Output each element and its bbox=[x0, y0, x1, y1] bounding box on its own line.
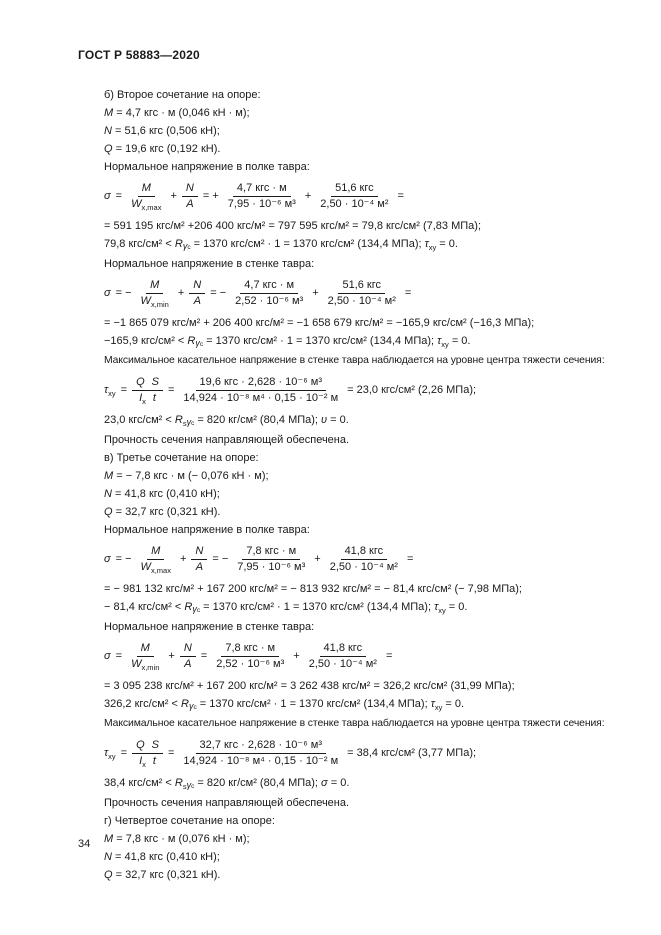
plus-sign: + bbox=[304, 190, 312, 202]
flange-stress-label-b: Нормальное напряжение в полке тавра: bbox=[104, 161, 310, 173]
fraction-numerator: 4,7 кгс · м bbox=[233, 182, 291, 197]
area-symbol: A bbox=[186, 197, 194, 210]
formula-web-b bbox=[104, 277, 625, 309]
shear-symbol: Q bbox=[104, 143, 113, 155]
fraction-numerator bbox=[191, 545, 207, 560]
shear-symbol: Q bbox=[104, 869, 113, 881]
inertia-subscript: x bbox=[142, 759, 146, 769]
fraction-axial-area bbox=[191, 545, 207, 574]
fraction-denominator bbox=[127, 197, 165, 211]
equals-sign: = bbox=[120, 747, 128, 759]
fraction-numeric-1 bbox=[231, 279, 307, 308]
sigma-symbol: σ bbox=[104, 190, 111, 202]
gamma-symbol: γ bbox=[182, 241, 188, 251]
axial-line-b bbox=[104, 122, 625, 140]
check-line-web-v bbox=[104, 695, 625, 715]
fraction-denominator: 2,52 · 10⁻⁶ м³ bbox=[235, 294, 304, 307]
section-modulus-symbol: W bbox=[131, 657, 142, 670]
shear-line-g bbox=[104, 866, 625, 884]
resistance-symbol: R bbox=[174, 238, 183, 250]
section-modulus-symbol: W bbox=[131, 197, 142, 210]
area-symbol: A bbox=[195, 560, 204, 573]
fraction-numerator: 19,6 кгс · 2,628 · 10⁻⁶ м³ bbox=[196, 376, 326, 391]
fraction-numerator: 32,7 кгс · 2,628 · 10⁻⁶ м³ bbox=[196, 739, 326, 754]
axial-symbol: N bbox=[104, 488, 112, 500]
plus-sign: + bbox=[312, 287, 319, 299]
check-end: = 0. bbox=[442, 698, 465, 710]
fraction-denominator: 2,50 · 10⁻⁴ м² bbox=[320, 197, 389, 210]
resistance-symbol: R bbox=[174, 777, 183, 789]
gamma-subscript: c bbox=[191, 420, 195, 427]
tau-symbol: τ bbox=[437, 335, 442, 347]
fraction-moment-modulus bbox=[137, 545, 175, 574]
formula-result: = 38,4 кгс/см² (3,77 МПа); bbox=[347, 747, 477, 759]
fraction-numerator: 7,8 кгс · м bbox=[221, 642, 279, 657]
section-modulus-symbol: W bbox=[140, 560, 151, 573]
tau-subscript: xy bbox=[108, 389, 116, 399]
area-symbol: A bbox=[193, 294, 201, 307]
check-end: = 0. bbox=[445, 601, 468, 613]
strength-line-v: Прочность сечения направляющей обеспечена. bbox=[104, 797, 350, 809]
moment-symbol: M bbox=[151, 544, 161, 557]
gamma-subscript: c bbox=[187, 244, 191, 251]
gamma-symbol: γ bbox=[195, 338, 200, 348]
equals-sign: = bbox=[397, 190, 404, 202]
fraction-numerator: 41,8 кгс bbox=[341, 545, 388, 560]
fraction-numerator bbox=[137, 642, 154, 657]
fraction-numerator bbox=[182, 182, 198, 197]
axial-line-g bbox=[104, 848, 625, 866]
fraction-moment-modulus bbox=[127, 182, 165, 211]
fraction-axial-area bbox=[180, 642, 196, 671]
tau-subscript: xy bbox=[438, 606, 446, 616]
plus-sign: + bbox=[170, 190, 177, 202]
resistance-subscript: s bbox=[182, 782, 187, 792]
equals-minus-sign: = − bbox=[115, 553, 132, 565]
inertia-symbol: I bbox=[139, 754, 143, 767]
result-line-flange-b: = 591 195 кгс/м² +206 400 кгс/м² = 797 595 кгс/м² = 79,8 кгс/см² (7,83 МПа); bbox=[104, 220, 482, 232]
inertia-subscript: x bbox=[142, 396, 146, 406]
section-modulus-symbol: W bbox=[140, 294, 151, 307]
resistance-symbol: R bbox=[174, 414, 183, 426]
tau-subscript: xy bbox=[108, 752, 116, 762]
gamma-subscript: c bbox=[196, 607, 201, 614]
check-post: = 1370 кгс/см² · 1 = 1370 кгс/см² (134,4 МПа); bbox=[200, 601, 435, 613]
equals-sign: = bbox=[200, 650, 208, 662]
fraction-denominator bbox=[135, 754, 160, 768]
formula-result: = 23,0 кгс/см² (2,26 МПа); bbox=[347, 384, 477, 396]
formula-shear-b bbox=[104, 374, 625, 406]
fraction-numeric-1 bbox=[212, 642, 288, 671]
document-body bbox=[104, 86, 625, 884]
tau-symbol: τ bbox=[430, 698, 435, 710]
fraction-numeric bbox=[179, 739, 342, 768]
resistance-symbol: R bbox=[180, 698, 189, 710]
equals-sign: = bbox=[167, 384, 175, 396]
check-end: = 0. bbox=[327, 777, 350, 789]
fraction-denominator: 2,52 · 10⁻⁶ м³ bbox=[216, 657, 285, 670]
equals-sign: = bbox=[120, 384, 128, 396]
shear-symbol: Q bbox=[136, 738, 145, 751]
plus-sign: + bbox=[179, 553, 187, 565]
strength-line-b: Прочность сечения направляющей обеспечена. bbox=[104, 434, 350, 446]
check-end: = 0. bbox=[448, 335, 471, 347]
moment-line-b bbox=[104, 104, 625, 122]
page-number: 34 bbox=[78, 838, 91, 850]
resistance-symbol: R bbox=[184, 601, 193, 613]
fraction-numeric-2 bbox=[324, 279, 400, 308]
fraction-denominator: 7,95 · 10⁻⁶ м³ bbox=[227, 197, 296, 210]
fraction-numerator bbox=[147, 545, 164, 560]
equals-sign: = + bbox=[202, 190, 219, 202]
check-post: = 820 кг/см² (80,4 МПа); bbox=[194, 777, 322, 789]
fraction-denominator bbox=[182, 197, 197, 211]
resistance-subscript: s bbox=[182, 419, 187, 429]
section-b-heading: б) Второе сочетание на опоре: bbox=[104, 89, 261, 101]
fraction-numerator bbox=[132, 739, 163, 754]
fraction-numeric-1 bbox=[233, 545, 309, 574]
check-end: = 0. bbox=[436, 238, 458, 250]
fraction-numerator bbox=[180, 642, 196, 657]
fraction-denominator: 2,50 · 10⁻⁴ м² bbox=[327, 294, 396, 307]
resistance-symbol: R bbox=[187, 335, 196, 347]
check-line-shear-v bbox=[104, 774, 625, 794]
flange-stress-label-v: Нормальное напряжение в полке тавра: bbox=[104, 524, 310, 536]
equals-sign: = bbox=[404, 287, 412, 299]
fraction-denominator bbox=[127, 657, 163, 671]
check-pre: 23,0 кгс/см² < bbox=[104, 414, 175, 426]
fraction-QS-It bbox=[132, 376, 163, 405]
fraction-denominator: 14,924 · 10⁻⁸ м⁴ · 0,15 · 10⁻² м bbox=[183, 391, 339, 404]
tau-lhs bbox=[104, 747, 116, 762]
check-pre: 79,8 кгс/см² < bbox=[104, 238, 175, 250]
fraction-moment-modulus bbox=[137, 279, 173, 308]
equals-sign: = bbox=[167, 747, 175, 759]
check-post: = 1370 кгс/см² · 1 = 1370 кгс/см² (134,4 МПа); bbox=[203, 335, 438, 347]
check-post: = 820 кг/см² (80,4 МПа); bbox=[194, 414, 322, 426]
fraction-axial-area bbox=[182, 182, 198, 211]
fraction-moment-modulus bbox=[127, 642, 163, 671]
sigma-symbol: σ bbox=[321, 777, 328, 789]
fraction-denominator bbox=[137, 560, 175, 574]
formula-flange-b bbox=[104, 180, 625, 212]
axial-value: = 41,8 кгс (0,410 кН); bbox=[111, 488, 220, 500]
check-line-flange-v bbox=[104, 598, 625, 618]
equals-minus-sign: = − bbox=[115, 287, 132, 299]
area-symbol: A bbox=[184, 657, 192, 670]
fraction-numeric-1 bbox=[224, 182, 300, 211]
inertia-symbol: I bbox=[139, 391, 143, 404]
fraction-axial-area bbox=[189, 279, 205, 308]
moment-symbol: M bbox=[104, 470, 114, 482]
fraction-denominator: 7,95 · 10⁻⁶ м³ bbox=[237, 560, 306, 573]
fraction-numeric-2 bbox=[305, 642, 381, 671]
plus-sign: + bbox=[314, 553, 321, 565]
moment-symbol: M bbox=[140, 641, 150, 654]
fraction-denominator bbox=[192, 560, 207, 574]
axial-symbol: N bbox=[104, 125, 112, 137]
shear-value: = 32,7 кгс (0,321 кН). bbox=[112, 869, 221, 881]
sigma-symbol: σ bbox=[104, 287, 111, 299]
equals-sign: = bbox=[406, 553, 414, 565]
shear-value: = 32,7 кгс (0,321 кН). bbox=[112, 506, 221, 518]
thickness-symbol: t bbox=[152, 754, 156, 767]
gamma-subscript: c bbox=[193, 704, 197, 711]
check-post: = 1370 кгс/см² · 1 = 1370 кгс/см² (134,4 МПа); bbox=[196, 698, 431, 710]
shear-symbol: Q bbox=[136, 375, 145, 388]
gamma-symbol: γ bbox=[186, 417, 192, 427]
tau-lhs bbox=[104, 384, 116, 399]
fraction-numerator: 51,6 кгс bbox=[338, 279, 385, 294]
tau-subscript: xy bbox=[434, 703, 443, 713]
formula-flange-v bbox=[104, 543, 625, 575]
static-moment-symbol: S bbox=[151, 738, 159, 751]
shear-stress-label-v: Максимальное касательное напряжение в стенке тавра наблюдается на уровне центра тяжести сечения: bbox=[104, 718, 605, 729]
equals-sign: = bbox=[115, 650, 123, 662]
check-line-shear-b bbox=[104, 411, 625, 431]
check-line-flange-b bbox=[104, 235, 625, 255]
fraction-QS-It bbox=[132, 739, 163, 768]
equals-minus-sign: = − bbox=[210, 287, 227, 299]
modulus-subscript: x,min bbox=[141, 662, 160, 672]
moment-line-v bbox=[104, 467, 625, 485]
gamma-subscript: c bbox=[191, 783, 195, 790]
moment-value: = 4,7 кгс · м (0,046 кН · м); bbox=[113, 107, 250, 119]
tau-subscript: xy bbox=[428, 243, 437, 253]
axial-symbol: N bbox=[195, 544, 204, 557]
modulus-subscript: x,min bbox=[150, 299, 169, 309]
fraction-denominator bbox=[137, 294, 173, 308]
shear-value: = 19,6 кгс (0,192 кН). bbox=[112, 143, 221, 155]
check-end: = 0. bbox=[327, 414, 349, 426]
moment-symbol: M bbox=[104, 833, 114, 845]
axial-symbol: N bbox=[185, 181, 194, 194]
upsilon-symbol: υ bbox=[321, 414, 328, 426]
section-v-heading: в) Третье сочетание на опоре: bbox=[104, 452, 259, 464]
formula-web-v bbox=[104, 640, 625, 672]
tau-subscript: xy bbox=[441, 340, 449, 350]
result-line-flange-v: = − 981 132 кгс/м² + 167 200 кгс/м² = − 813 932 кгс/м² = − 81,4 кгс/см² (− 7,98 МПа); bbox=[104, 583, 522, 595]
check-pre: − 81,4 кгс/см² < bbox=[104, 601, 185, 613]
moment-symbol: M bbox=[104, 107, 114, 119]
static-moment-symbol: S bbox=[151, 375, 159, 388]
check-pre: 38,4 кгс/см² < bbox=[104, 777, 175, 789]
plus-sign: + bbox=[168, 650, 175, 662]
fraction-numerator bbox=[189, 279, 205, 294]
shear-stress-label-b: Максимальное касательное напряжение в стенке тавра наблюдается на уровне центра тяжести сечения: bbox=[104, 355, 605, 366]
formula-shear-v bbox=[104, 737, 625, 769]
fraction-numerator: 51,6 кгс bbox=[331, 182, 378, 197]
fraction-numerator: 7,8 кгс · м bbox=[242, 545, 300, 560]
fraction-numerator: 4,7 кгс · м bbox=[240, 279, 298, 294]
shear-symbol: Q bbox=[104, 506, 113, 518]
moment-line-g bbox=[104, 830, 625, 848]
gamma-symbol: γ bbox=[188, 701, 194, 711]
sigma-symbol: σ bbox=[104, 650, 111, 662]
section-g-heading: г) Четвертое сочетание на опоре: bbox=[104, 815, 275, 827]
fraction-numerator bbox=[138, 182, 155, 197]
check-post: = 1370 кгс/см² · 1 = 1370 кгс/см² (134,4 МПа); bbox=[190, 238, 425, 250]
web-stress-label-b: Нормальное напряжение в стенке тавра: bbox=[104, 258, 315, 270]
plus-sign: + bbox=[177, 287, 185, 299]
axial-symbol: N bbox=[104, 851, 112, 863]
thickness-symbol: t bbox=[152, 391, 156, 404]
fraction-denominator bbox=[180, 657, 195, 671]
fraction-numerator bbox=[146, 279, 163, 294]
fraction-denominator: 14,924 · 10⁻⁸ м⁴ · 0,15 · 10⁻² м bbox=[183, 754, 339, 767]
tau-symbol: τ bbox=[104, 384, 109, 396]
tau-symbol: τ bbox=[104, 747, 109, 759]
axial-symbol: N bbox=[193, 278, 202, 291]
fraction-numeric bbox=[179, 376, 342, 405]
result-line-web-v: = 3 095 238 кгс/м² + 167 200 кгс/м² = 3 262 438 кгс/м² = 326,2 кгс/см² (31,99 МПа); bbox=[104, 680, 515, 692]
fraction-numeric-2 bbox=[326, 545, 402, 574]
fraction-numerator bbox=[132, 376, 163, 391]
fraction-numerator: 41,8 кгс bbox=[320, 642, 367, 657]
result-line-web-b: = −1 865 079 кгс/м² + 206 400 кгс/м² = −1 658 679 кгс/м² = −165,9 кгс/см² (−16,3 МПа); bbox=[104, 317, 535, 329]
moment-value: = 7,8 кгс · м (0,076 кН · м); bbox=[113, 833, 250, 845]
modulus-subscript: x,max bbox=[141, 202, 162, 212]
fraction-denominator: 2,50 · 10⁻⁴ м² bbox=[329, 560, 398, 573]
gamma-subscript: c bbox=[199, 341, 204, 348]
check-pre: −165,9 кгс/см² < bbox=[104, 335, 188, 347]
shear-line-b bbox=[104, 140, 625, 158]
equals-sign: = bbox=[115, 190, 123, 202]
axial-value: = 51,6 кгс (0,506 кН); bbox=[111, 125, 220, 137]
moment-value: = − 7,8 кгс · м (− 0,076 кН · м); bbox=[113, 470, 269, 482]
axial-value: = 41,8 кгс (0,410 кН); bbox=[111, 851, 220, 863]
fraction-denominator bbox=[135, 391, 160, 405]
fraction-denominator bbox=[190, 294, 205, 308]
equals-sign: = bbox=[385, 650, 393, 662]
gamma-symbol: γ bbox=[186, 780, 192, 790]
equals-minus-sign: = − bbox=[212, 553, 229, 565]
moment-symbol: M bbox=[141, 181, 151, 194]
check-line-web-b bbox=[104, 332, 625, 352]
fraction-denominator: 2,50 · 10⁻⁴ м² bbox=[308, 657, 377, 670]
axial-line-v bbox=[104, 485, 625, 503]
sigma-symbol: σ bbox=[104, 553, 111, 565]
check-pre: 326,2 кгс/см² < bbox=[104, 698, 181, 710]
standard-designation: ГОСТ Р 58883—2020 bbox=[78, 48, 200, 62]
tau-symbol: τ bbox=[424, 238, 429, 250]
moment-symbol: M bbox=[150, 278, 160, 291]
tau-symbol: τ bbox=[434, 601, 439, 613]
shear-line-v bbox=[104, 503, 625, 521]
axial-symbol: N bbox=[183, 641, 192, 654]
web-stress-label-v: Нормальное напряжение в стенке тавра: bbox=[104, 621, 315, 633]
plus-sign: + bbox=[293, 650, 300, 662]
fraction-numeric-2 bbox=[316, 182, 392, 211]
modulus-subscript: x,max bbox=[150, 565, 171, 575]
gamma-symbol: γ bbox=[192, 604, 197, 614]
